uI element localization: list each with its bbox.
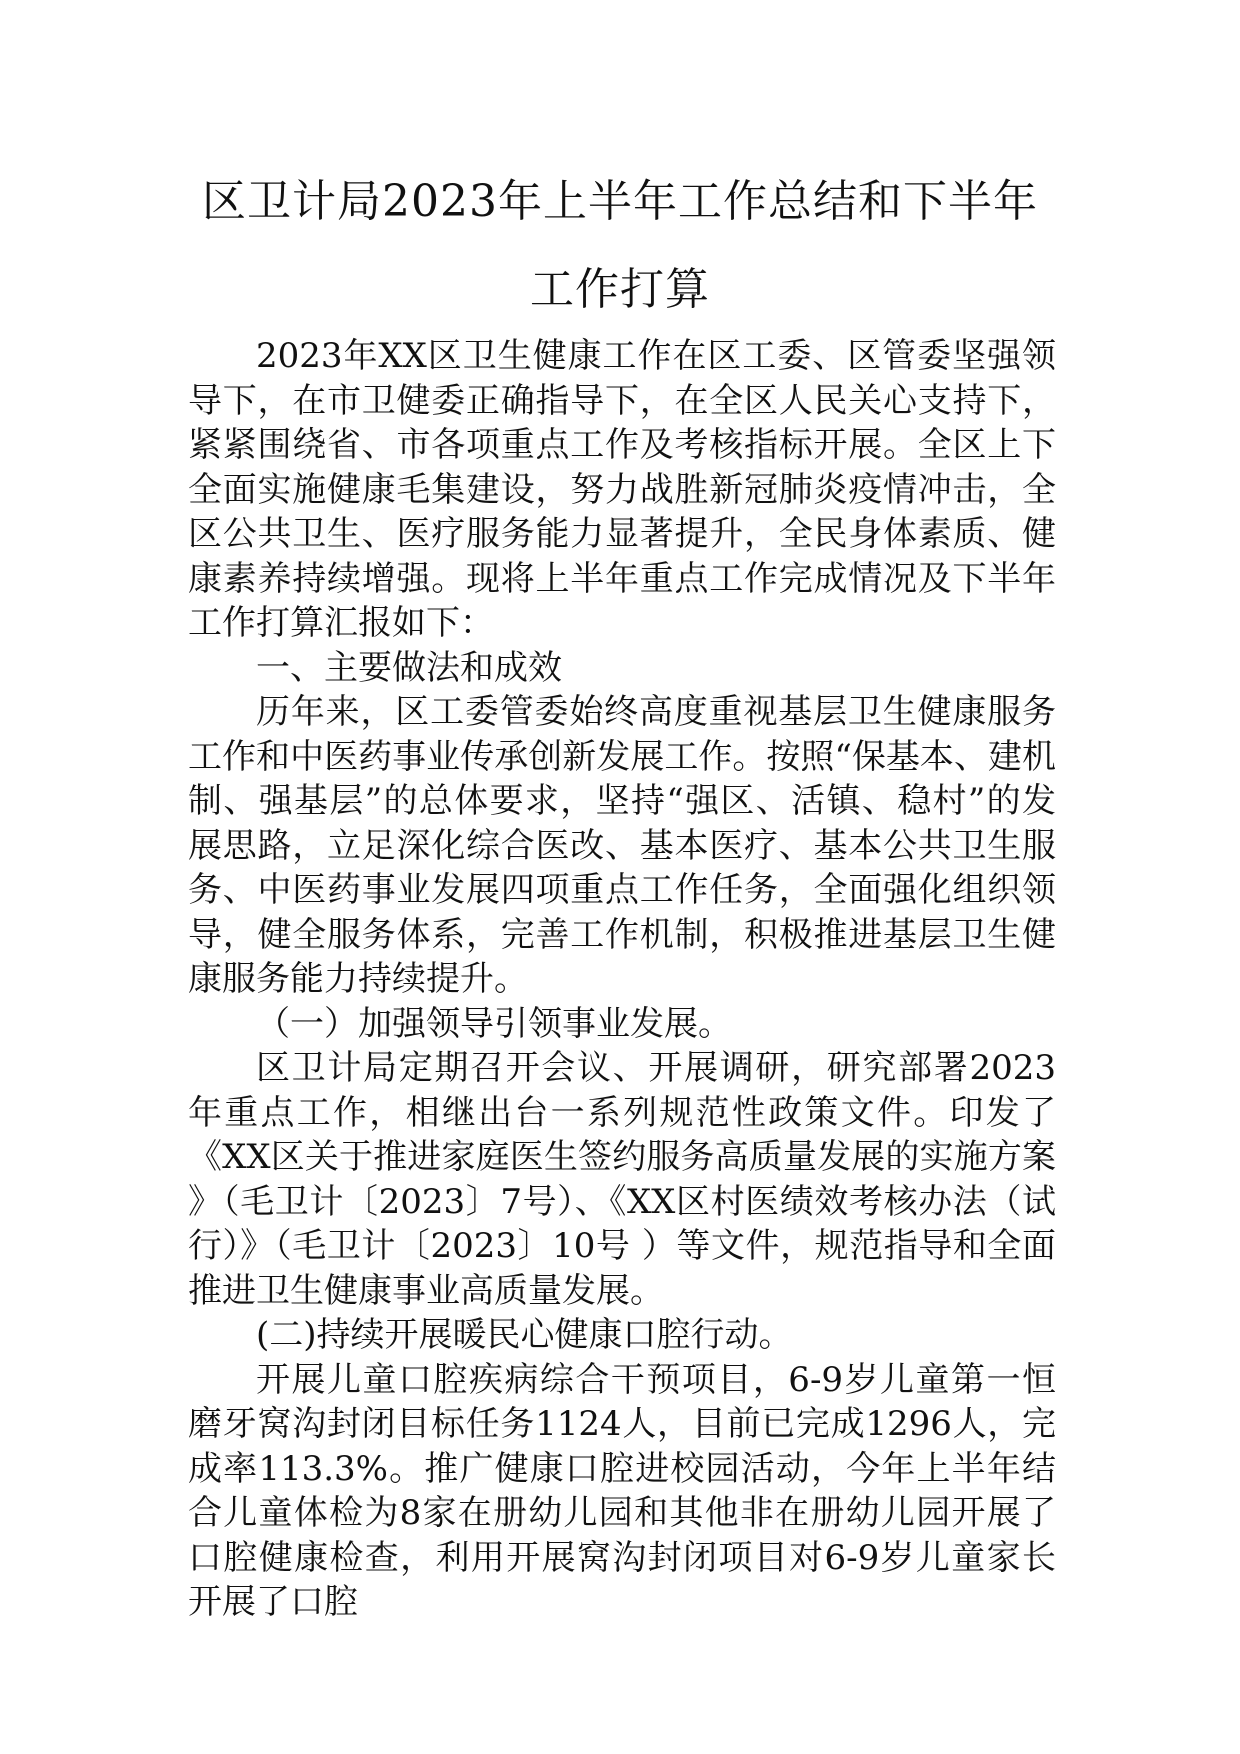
- document-title: [150, 158, 1090, 334]
- document-body: [188, 334, 1056, 1625]
- subsection-1-paragraph: 区卫计局定期召开会议、开展调研，研究部署2023年重点工作，相继出台一系列规范性政策文件。印发了《XX区关于推进家庭医生签约服务高质量发展的实施方案 》（毛卫计〔2023〕7号）、《XX区村医绩效考核办法（试行）》（毛卫计〔2023〕10号 ）等文件，规范指导和全面推进卫生健康事业高质量发展。: [188, 1048, 1056, 1311]
- section-heading-1: 一、主要做法和成效: [256, 647, 562, 688]
- subsection-heading-1: （一）加强领导引领事业发展。: [256, 1003, 732, 1044]
- title-line-2: 工作打算: [530, 264, 710, 315]
- subsection-2-paragraph: 开展儿童口腔疾病综合干预项目，6-9岁儿童第一恒磨牙窝沟封闭目标任务1124人，目前已完成1296人，完成率113.3%。推广健康口腔进校园活动，今年上半年结合儿童体检为8家在册幼儿园和其他非在册幼儿园开展了口腔健康检查，利用开展窝沟封闭项目对6-9岁儿童家长开展了口腔: [188, 1359, 1056, 1622]
- title-line-1: 区卫计局2023年上半年工作总结和下半年: [202, 176, 1038, 227]
- subsection-heading-2: (二)持续开展暖民心健康口腔行动。: [256, 1315, 793, 1355]
- intro-paragraph: 2023年XX区卫生健康工作在区工委、区管委坚强领导下，在市卫健委正确指导下，在全区人民关心支持下，紧紧围绕省、市各项重点工作及考核指标开展。全区上下全面实施健康毛集建设，努力战胜新冠肺炎疫情冲击，全区公共卫生、医疗服务能力显著提升，全民身体素质、健康素养持续增强。现将上半年重点工作完成情况及下半年工作打算汇报如下：: [188, 336, 1056, 643]
- section-1-paragraph: 历年来，区工委管委始终高度重视基层卫生健康服务工作和中医药事业传承创新发展工作。按照“保基本、建机制、强基层”的总体要求，坚持“强区、活镇、稳村”的发展思路，立足深化综合医改、基本医疗、基本公共卫生服务、中医药事业发展四项重点工作任务，全面强化组织领导，健全服务体系，完善工作机制，积极推进基层卫生健康服务能力持续提升。: [188, 692, 1056, 999]
